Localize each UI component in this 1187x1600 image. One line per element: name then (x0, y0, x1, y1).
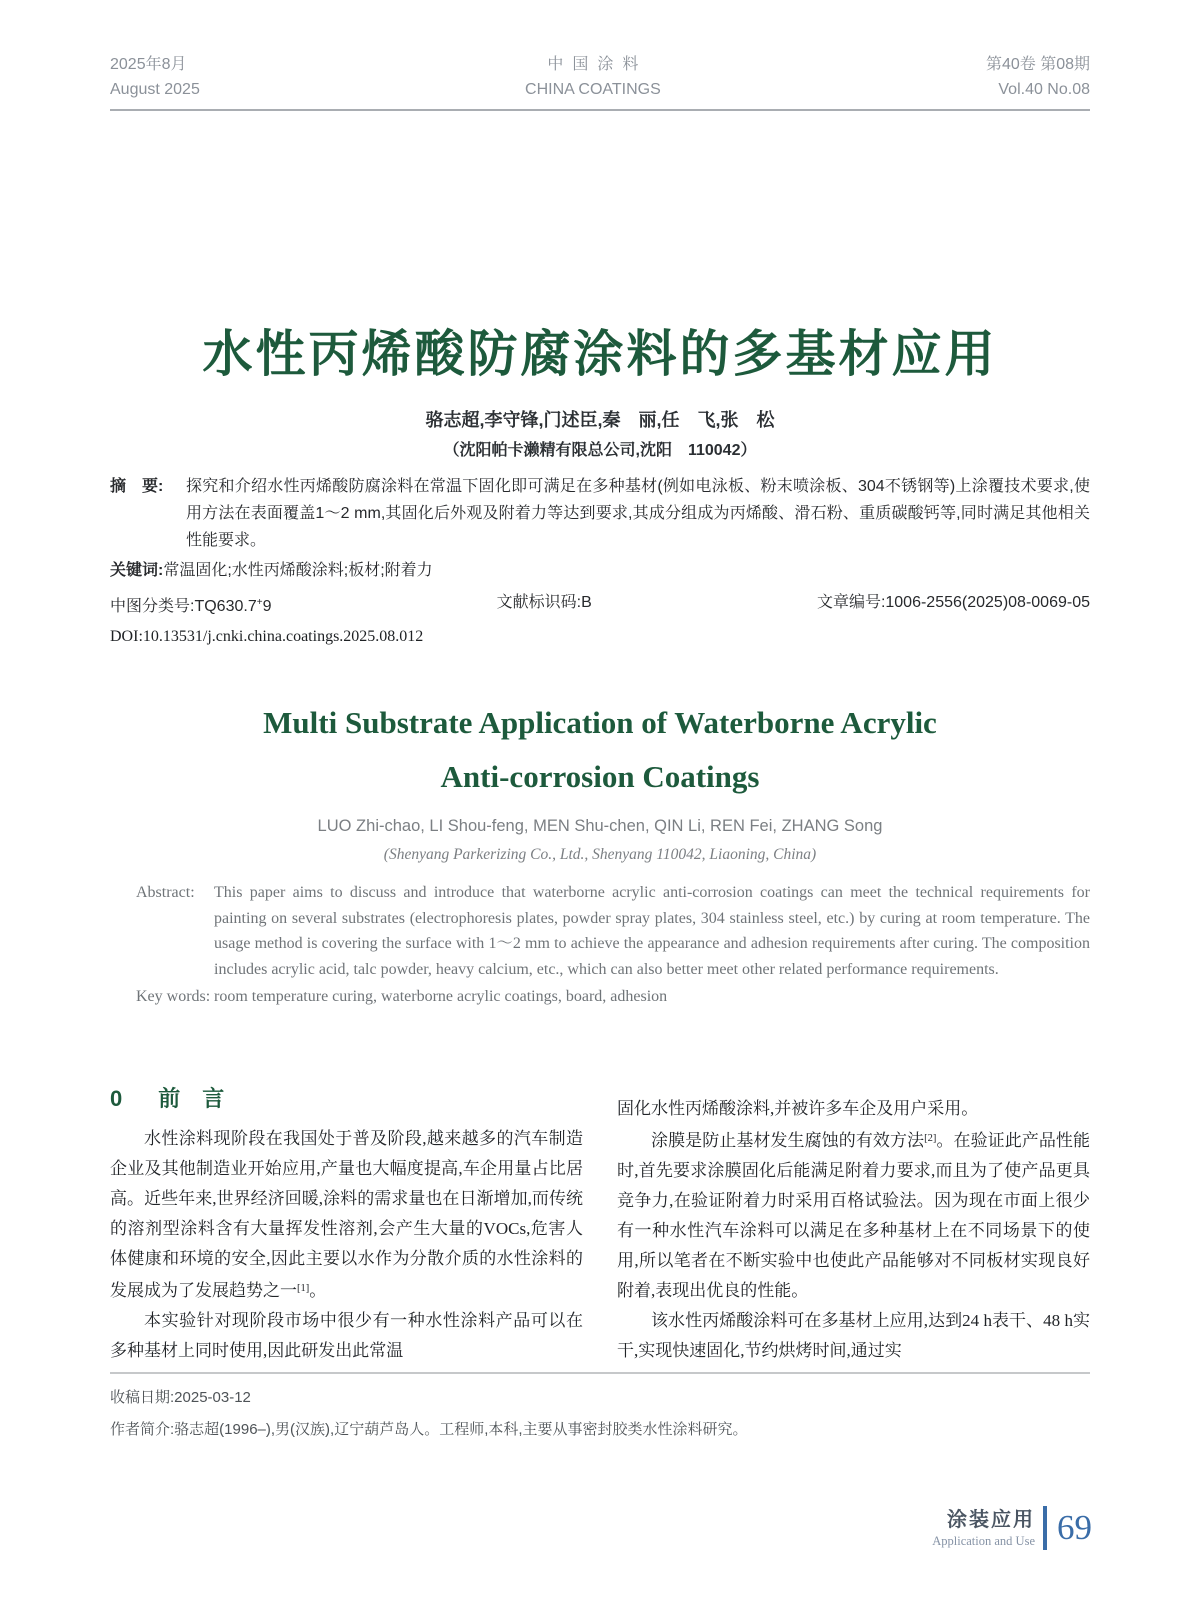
citation-ref-2: [2] (924, 1133, 937, 1144)
keywords-en-label: Key words: (136, 988, 211, 1005)
body-paragraph: 涂膜是防止基材发生腐蚀的有效方法[2]。在验证此产品性能时,首先要求涂膜固化后能满足附着力要求,而且为了使产品更具竞争力,在验证附着力时采用百格试验法。因为现在市面上很少有一种水性汽车涂料可以满足在多种基材上在不同场景下的使用,所以笔者在不断实验中也使此产品能够对不同板材实现良好附着,表现出优良的性能。 (617, 1131, 1091, 1300)
issue-date-cn: 2025年8月 (110, 56, 187, 73)
section-number: 0 (110, 1086, 123, 1111)
column-tag-cn: 涂装应用 (947, 1508, 1035, 1531)
page-number: 69 (1057, 1508, 1092, 1547)
keywords-cn-text: 常温固化;水性丙烯酸涂料;板材;附着力 (163, 562, 433, 579)
section-heading (110, 1082, 583, 1116)
clc-number: 中图分类号:TQ630.7+9 (110, 597, 272, 615)
received-date: 收稿日期:2025-03-12 (110, 1389, 251, 1406)
journal-name (525, 52, 661, 102)
affiliation-cn: （沈阳帕卡濑精有限总公司,沈阳 110042） (443, 442, 757, 459)
volume-issue-cn: 第40卷 第08期 (985, 56, 1090, 73)
article-title-en-line1: Multi Substrate Application of Waterborne Acrylic (263, 705, 937, 740)
header-volume-issue (986, 52, 1090, 102)
footnote (110, 1382, 1090, 1446)
body-paragraph: 该水性丙烯酸涂料可在多基材上应用,达到24 h表干、48 h实干,实现快速固化,节约烘烤时间,通过实 (617, 1311, 1090, 1360)
keywords-cn-label: 关键词: (110, 562, 164, 579)
article-title-en (110, 696, 1090, 804)
abstract-cn-text: 探究和介绍水性丙烯酸防腐涂料在常温下固化即可满足在多种基材(例如电泳板、粉末喷涂板、304不锈钢等)上涂覆技术要求,使用方法在表面覆盖1～2 mm,其固化后外观及附着力等达到要求,其成分组成为丙烯酸、滑石粉、重质碳酸钙等,同时满足其他相关性能要求。 (186, 478, 1090, 549)
body-paragraph: 固化水性丙烯酸涂料,并被许多车企及用户采用。 (617, 1099, 979, 1118)
footnote-divider (110, 1372, 1090, 1374)
issue-date-en: August 2025 (110, 81, 200, 98)
keywords-en (110, 984, 1090, 1010)
body-paragraph: 本实验针对现阶段市场中很少有一种水性涂料产品可以在多种基材上同时使用,因此研发出此常温 (110, 1311, 583, 1360)
abstract-en-text: This paper aims to discuss and introduce that waterborne acrylic anti-corrosion coatings can meet the technical requirements for painting on several substrates (electrophoresis plates, powder spray plates, 304 stainless steel, etc.) by curing at room temperature. The usage method is covering the surface with 1～2 mm to achieve the appearance and adhesion requirements after curing. The composition includes acrylic acid, talc powder, heavy calcium, etc., which can also better meet other related performance requirements. (214, 884, 1090, 978)
journal-name-en: CHINA COATINGS (525, 81, 661, 98)
doi: DOI:10.13531/j.cnki.china.coatings.2025.08.012 (110, 628, 424, 645)
section-title: 前 言 (158, 1086, 225, 1111)
column-tag (932, 1508, 1035, 1549)
abstract-cn (110, 473, 1090, 554)
authors-en: LUO Zhi-chao, LI Shou-feng, MEN Shu-chen, QIN Li, REN Fei, ZHANG Song (317, 817, 883, 835)
right-column (617, 1082, 1090, 1366)
keywords-cn (110, 558, 1090, 584)
journal-header (110, 52, 1090, 102)
volume-issue-en: Vol.40 No.08 (998, 81, 1090, 98)
abstract-en (110, 880, 1090, 982)
abstract-en-label: Abstract: (136, 884, 195, 901)
body-paragraph: 水性涂料现阶段在我国处于普及阶段,越来越多的汽车制造企业及其他制造业开始应用,产量也大幅度提高,车企用量占比居高。近些年来,世界经济回暖,涂料的需求量也在日渐增加,而传统的溶剂型涂料含有大量挥发性溶剂,会产生大量的VOCs,危害人体健康和环境的安全,因此主要以水作为分散介质的水性涂料的发展成为了发展趋势之一[1]。 (110, 1129, 583, 1300)
document-code: 文献标识码:B (496, 594, 592, 611)
keywords-en-text: room temperature curing, waterborne acrylic coatings, board, adhesion (214, 988, 668, 1005)
article-meta-row (110, 590, 1090, 620)
header-divider (110, 109, 1090, 111)
article-number: 文章编号:1006-2556(2025)08-0069-05 (816, 594, 1090, 611)
article-title-cn: 水性丙烯酸防腐涂料的多基材应用 (202, 326, 998, 382)
authors-cn: 骆志超,李守锋,门述臣,秦 丽,任 飞,张 松 (425, 410, 775, 430)
clc-superscript: + (256, 597, 263, 608)
header-issue-date (110, 52, 200, 102)
citation-ref-1: [1] (297, 1283, 310, 1294)
journal-name-cn: 中国涂料 (547, 56, 648, 73)
footer-divider-bar (1043, 1506, 1047, 1550)
page-footer (932, 1506, 1092, 1550)
body-columns (110, 1082, 1090, 1366)
article-title-en-line2: Anti-corrosion Coatings (440, 759, 760, 794)
column-tag-en: Application and Use (932, 1533, 1035, 1548)
affiliation-en: (Shenyang Parkerizing Co., Ltd., Shenyang 110042, Liaoning, China) (383, 846, 817, 863)
author-bio: 作者简介:骆志超(1996–),男(汉族),辽宁葫芦岛人。工程师,本科,主要从事密封胶类水性涂料研究。 (110, 1421, 748, 1438)
left-column (110, 1082, 583, 1366)
abstract-cn-label: 摘 要: (110, 478, 164, 495)
